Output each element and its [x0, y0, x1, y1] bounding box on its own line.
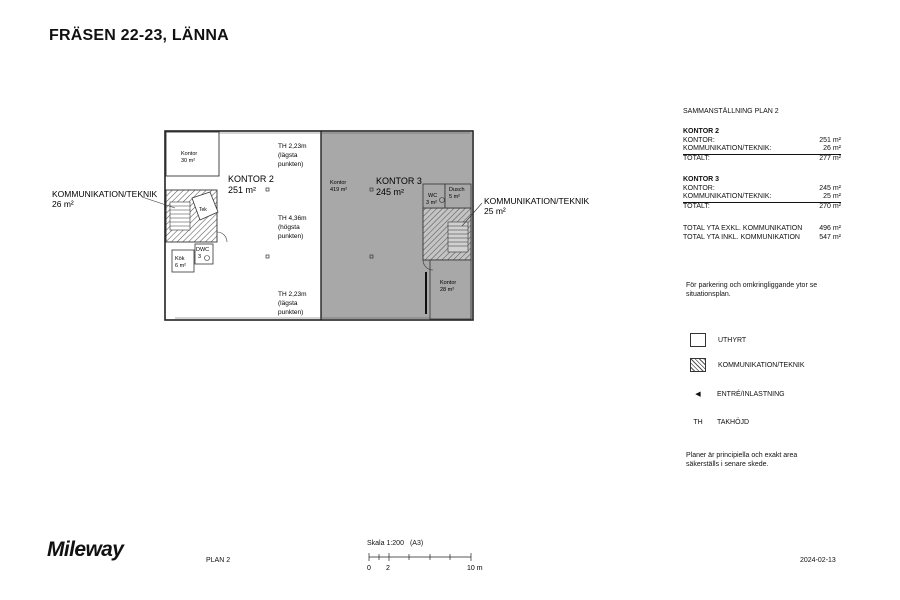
uthyrt-swatch [690, 333, 706, 347]
left-callout-label: KOMMUNIKATION/TEKNIK [52, 189, 158, 199]
total-row-label: TOTAL YTA EXKL. KOMMUNIKATION [683, 225, 803, 232]
k2-row-label: KOMMUNIKATION/TEKNIK: [683, 145, 772, 153]
right-callout-label: KOMMUNIKATION/TEKNIK [484, 196, 590, 206]
wc-area: 3 m² [426, 200, 437, 206]
legend-entre-label: ENTRÉ/INLASTNING [716, 391, 785, 398]
scale-text: Skala 1:200 [367, 540, 404, 547]
total-row-value: 496 m² [819, 225, 841, 232]
th3-line1: TH 2,23m [278, 291, 307, 298]
summary-kontor3-title: KONTOR 3 [683, 176, 720, 183]
entrance-arrow-icon: ◀ [695, 391, 701, 398]
right-callout-area: 25 m² [484, 206, 506, 216]
legend-uthyrt-label: UTHYRT [717, 336, 747, 344]
legend-entre [690, 390, 785, 398]
legend-uthyrt [690, 333, 746, 347]
left-stair [170, 202, 190, 230]
kontor2-area: 251 m² [228, 185, 257, 195]
disclaimer [686, 452, 836, 469]
mileway-logo: Mileway [47, 538, 124, 561]
total-row-value: 547 m² [819, 233, 841, 241]
dusch-label: Dusch [449, 187, 465, 193]
kontor2-title: KONTOR 2 [228, 174, 274, 184]
summary-kontor2 [683, 128, 841, 163]
k3-row-label: KOMMUNIKATION/TEKNIK: [683, 193, 772, 201]
small-office-label: Kontor [181, 151, 198, 157]
th2-line3: punkten) [278, 233, 304, 240]
hatch-swatch [690, 358, 706, 372]
scale-bar [369, 553, 471, 561]
scale-label [367, 540, 423, 547]
th3-line2: (lägsta [278, 300, 298, 307]
small-office-area: 30 m² [181, 158, 196, 164]
right-stair [448, 222, 468, 252]
summary-heading: SAMMANSTÄLLNING PLAN 2 [683, 108, 779, 115]
summary-kontor2-title: KONTOR 2 [683, 128, 720, 135]
summary-kontor3 [683, 176, 841, 211]
legend-kommunikation [690, 358, 805, 372]
kontor28-label: Kontor [440, 280, 457, 286]
tek-label: Tek [199, 207, 207, 213]
parking-note-line2: situationsplan. [686, 290, 731, 298]
kontor419-label: Kontor [330, 180, 347, 186]
k3-row-value: 270 m² [819, 202, 841, 210]
scale-tick-2: 2 [386, 565, 390, 572]
kontor3-area: 245 m² [376, 187, 405, 197]
dwc-label: DWC [196, 247, 210, 253]
kok-label: Kök [175, 256, 185, 262]
parking-note-line1: För parkering och omkringliggande ytor se [686, 282, 818, 289]
footer-date: 2024-02-13 [800, 557, 836, 564]
th2-line2: (högsta [278, 224, 300, 231]
kontor3-title: KONTOR 3 [376, 176, 422, 186]
k3-row-label: KONTOR: [683, 184, 715, 192]
k2-row-value: 26 m² [823, 145, 841, 153]
disclaimer-line2: säkerställs i senare skede. [686, 460, 769, 468]
left-callout-area: 26 m² [52, 199, 74, 209]
k2-row-label: TOTALT: [683, 154, 710, 162]
k3-row-value: 25 m² [823, 193, 841, 201]
kontor419-area: 419 m² [330, 187, 348, 193]
legend-takhojd [690, 419, 749, 426]
legend-th-symbol: TH [693, 419, 703, 426]
kontor28-area: 28 m² [440, 287, 455, 293]
total-row-label: TOTAL YTA INKL. KOMMUNIKATION [683, 233, 800, 241]
kok-area: 6 m² [175, 263, 186, 269]
th1-line2: (lägsta [278, 152, 298, 159]
k2-row-value: 277 m² [819, 154, 841, 162]
th2-line1: TH 4,36m [278, 215, 307, 222]
k2-row-value: 251 m² [819, 136, 841, 144]
dusch-area: 5 m² [449, 194, 460, 200]
page-title: FRÄSEN 22-23, LÄNNA [49, 27, 229, 44]
legend-kommunikation-label: KOMMUNIKATION/TEKNIK [717, 361, 805, 369]
dwc-area: 3 [198, 254, 202, 260]
th1-line3: punkten) [278, 161, 304, 168]
parking-note [686, 282, 836, 299]
footer-plan-label: PLAN 2 [206, 557, 231, 564]
th3-line3: punkten) [278, 309, 304, 316]
k2-row-label: KONTOR: [683, 136, 715, 144]
scale-tick-0: 0 [367, 565, 371, 572]
k3-row-value: 245 m² [819, 184, 841, 192]
wc-label: WC [428, 193, 438, 199]
legend-th-label: TAKHÖJD [716, 419, 750, 426]
th1-line1: TH 2,23m [278, 143, 307, 150]
k3-row-label: TOTALT: [683, 202, 710, 210]
summary-totals [683, 225, 841, 242]
scale-paper: (A3) [409, 540, 424, 547]
scale-tick-10: 10 m [467, 565, 483, 572]
disclaimer-line1: Planer är principiella och exakt area [686, 452, 798, 459]
